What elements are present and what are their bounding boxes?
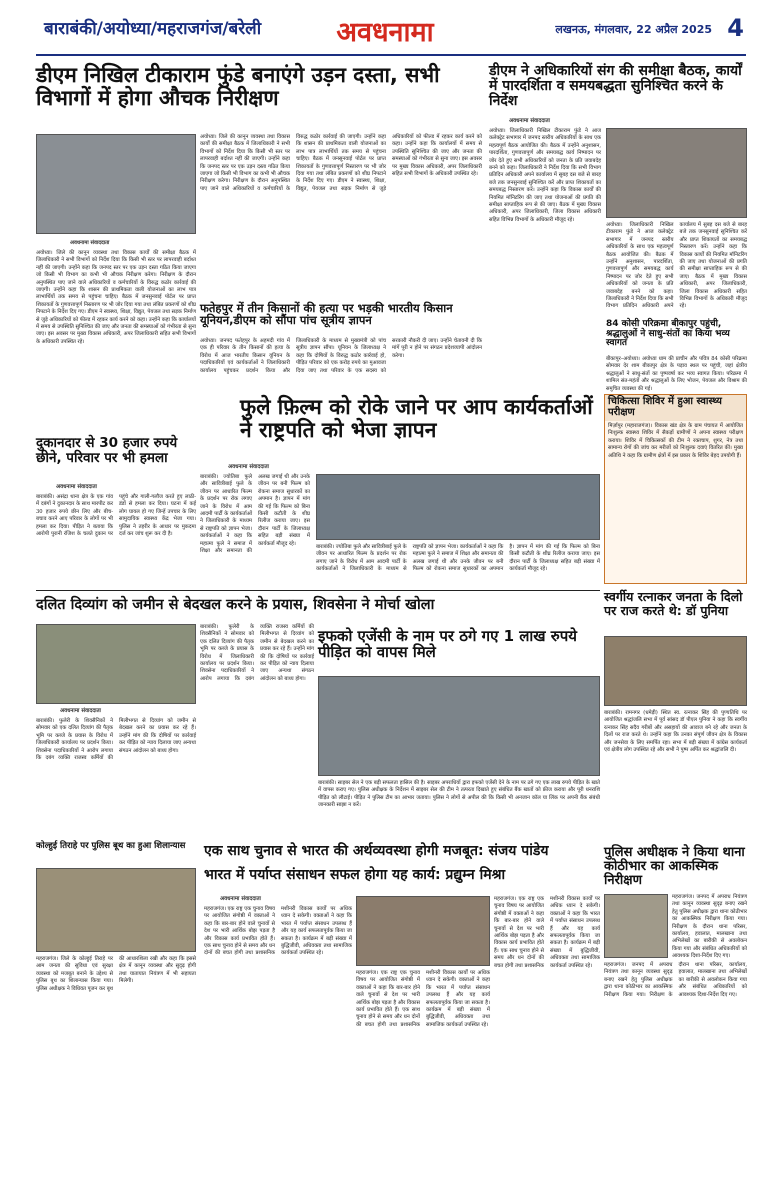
story6-body-text-cont: बाराबंकी। ज्योतिबा फुले और सावित्रीबाई फुले के जीवन पर आधारित फिल्म के प्रदर्शन पर रोक लगाए जाने के विरोध में आम आदमी पार्टी के कार्यकर्ताओं ने जिलाधिकारी के माध्यम से राष्ट्रपति को ज्ञापन भेजा। कार्यकर्ताओं ने कहा कि महात्मा फुले ने समाज में शिक्षा और समानता की अलख जगाई थी और उनके जीवन पर बनी फिल्म को रोकना समाज सुधारकों का अपमान है। ज्ञापन में मांग की गई कि फिल्म को बिना किसी कटौती के शीघ्र रिलीज कराया जाए। इस दौरान पार्टी के जिलाध्यक्ष सहित बड़ी संख्या में कार्यकर्ता मौजूद रहे। bbox=[316, 544, 600, 573]
story10-photo bbox=[318, 676, 600, 776]
story5-byline: अवधनामा संवाददाता bbox=[56, 484, 97, 490]
story14-body-side bbox=[672, 894, 747, 958]
story9-headline: दलित दिव्यांग को जमीन से बेदखल करने के प्रयास, शिवसेना ने मोर्चा खोला bbox=[36, 597, 435, 613]
story13-body-text: महराजगंज। एक राष्ट्र एक चुनाव विषय पर आयोजित संगोष्ठी में वक्ताओं ने कहा कि बार-बार होने वाले चुनावों से देश पर भारी आर्थिक बोझ पड़ता है और विकास कार्य प्रभावित होते हैं। एक साथ चुनाव होने से समय और धन दोनों की बचत होगी तथा प्रशासनिक मशीनरी विकास कार्यों पर अधिक ध्यान दे सकेगी। वक्ताओं ने कहा कि भारत में पर्याप्त संसाधन उपलब्ध हैं और यह कार्य सफलतापूर्वक किया जा सकता है। कार्यक्रम में बड़ी संख्या में बुद्धिजीवी, अधिवक्ता तथा सामाजिक कार्यकर्ता उपस्थित रहे। bbox=[204, 906, 352, 957]
story3-body-left bbox=[489, 128, 601, 318]
story2-body bbox=[200, 338, 482, 382]
story12-headline: एक साथ चुनाव से भारत की अर्थव्यवस्था होगी मजबूत: संजय पांडेय bbox=[204, 843, 549, 859]
masthead-logo-text: अवधनामा bbox=[336, 17, 434, 48]
story10-headline: इफको एजेंसी के नाम पर ठगे गए 1 लाख रुपये पीड़ित को वापस मिले bbox=[318, 627, 577, 662]
story3-body-text-cont: अयोध्या। जिलाधिकारी निखिल टीकाराम फुंडे ने आज कलेक्ट्रेट सभागार में जनपद स्तरीय अधिकारियों के साथ एक महत्वपूर्ण बैठक आयोजित की। बैठक में उन्होंने अनुशासन, पारदर्शिता, गुणवत्तापूर्ण और समयबद्ध कार्य निष्पादन पर जोर देते हुए सभी अधिकारियों को जनता के प्रति जवाबदेह बनने को कहा। जिलाधिकारी ने निर्देश दिया कि सभी विभाग प्रतिदिन अधिकारी अपने कार्यालय में सुबह दस बजे से बारह बजे तक जनसुनवाई सुनिश्चित करें और प्राप्त शिकायतों का समयबद्ध निस्तारण करें। उन्होंने कहा कि विकास कार्यों की नियमित मॉनिटरिंग की जाए तथा योजनाओं की प्रगति की समीक्षा साप्ताहिक रूप से की जाए। बैठक में मुख्य विकास अधिकारी, अपर जिलाधिकारी, जिला विकास अधिकारी सहित विभिन्न विभागों के अधिकारी मौजूद रहे। bbox=[606, 222, 747, 310]
story3-headline: डीएम ने अधिकारियों संग की समीक्षा बैठक, कार्यों में पारदर्शिता व समयबद्धता सुनिश्चित करने के निर्देश bbox=[489, 63, 742, 110]
masthead-logo bbox=[310, 8, 460, 52]
story1-headline: डीएम निखिल टीकाराम फुंडे बनाएंगे उड़न दस्ता, सभी विभागों में होगा औचक निरीक्षण bbox=[36, 63, 440, 110]
story3-byline: अवधनामा संवाददाता bbox=[509, 118, 550, 124]
story14-body bbox=[604, 962, 747, 1166]
story1-body-left bbox=[36, 250, 196, 430]
story3-body-text: अयोध्या। जिलाधिकारी निखिल टीकाराम फुंडे ने आज कलेक्ट्रेट सभागार में जनपद स्तरीय अधिकारियों के साथ एक महत्वपूर्ण बैठक आयोजित की। बैठक में उन्होंने अनुशासन, पारदर्शिता, गुणवत्तापूर्ण और समयबद्ध कार्य निष्पादन पर जोर देते हुए सभी अधिकारियों को जनता के प्रति जवाबदेह बनने को कहा। जिलाधिकारी ने निर्देश दिया कि सभी विभाग प्रतिदिन अधिकारी अपने कार्यालय में सुबह दस बजे से बारह बजे तक जनसुनवाई सुनिश्चित करें और प्राप्त शिकायतों का समयबद्ध निस्तारण करें। उन्होंने कहा कि विकास कार्यों की नियमित मॉनिटरिंग की जाए तथा योजनाओं की प्रगति की समीक्षा साप्ताहिक रूप से की जाए। बैठक में मुख्य विकास अधिकारी, अपर जिलाधिकारी, जिला विकास अधिकारी सहित विभिन्न विभागों के अधिकारी मौजूद रहे। bbox=[489, 128, 601, 223]
story3-photo bbox=[606, 128, 747, 218]
story8-body-text: बाराबंकी। रामनगर (धमेड़ी) स्थित स्व. रत्नाकर सिंह की पुण्यतिथि पर आयोजित श्रद्धांजलि सभा में पूर्व सांसद डॉ पीएल पुनिया ने कहा कि स्वर्गीय रत्नाकर सिंह सदैव गरीबों और असहायों की आवाज बने रहे और जनता के दिलों पर राज करते थे। उन्होंने कहा कि उनका संपूर्ण जीवन क्षेत्र के विकास और जनसेवा के लिए समर्पित रहा। सभा में बड़ी संख्या में कांग्रेस कार्यकर्ता एवं क्षेत्रीय लोग उपस्थित रहे और सभी ने पुष्प अर्पित कर श्रद्धांजलि दी। bbox=[604, 710, 747, 754]
story13-body-mid bbox=[356, 970, 490, 1166]
story11-body-text: महराजगंज। जिले के कोल्हुई तिराहे पर आम जनता की सुविधा एवं सुरक्षा व्यवस्था को मजबूत बनाने के उद्देश्य से पुलिस बूथ का शिलान्यास किया गया। पुलिस अधीक्षक ने विधिवत पूजन कर बूथ की आधारशिला रखी और कहा कि इससे क्षेत्र में कानून व्यवस्था और सुदृढ़ होगी तथा यातायात नियंत्रण में भी सहायता मिलेगी। bbox=[36, 956, 196, 992]
story4-headline: 84 कोसी परिक्रमा बीकापुर पहुंची, श्रद्धालुओं ने साधु-संतों का किया भव्य स्वागत bbox=[606, 319, 730, 349]
story9-body-cont bbox=[200, 624, 314, 836]
story9-photo bbox=[36, 624, 196, 704]
story7-body bbox=[608, 423, 743, 581]
story13-body-left bbox=[204, 906, 352, 1166]
story1-body-text: अयोध्या। जिले की कानून व्यवस्था तथा विकास कार्यों की समीक्षा बैठक में जिलाधिकारी ने सभी विभागों को निर्देश दिया कि किसी भी स्तर पर लापरवाही बर्दाश्त नहीं की जाएगी। उन्होंने कहा कि जनपद स्तर पर एक उड़न दस्ता गठित किया जाएगा जो किसी भी विभाग का कभी भी औचक निरीक्षण करेगा। निरीक्षण के दौरान अनुपस्थित पाए जाने वाले अधिकारियों व कर्मचारियों के विरुद्ध कठोर कार्रवाई की जाएगी। उन्होंने कहा कि शासन की प्राथमिकता वाली योजनाओं का लाभ पात्र लाभार्थियों तक समय से पहुंचना चाहिए। बैठक में जनसुनवाई पोर्टल पर प्राप्त शिकायतों के गुणवत्तापूर्ण निस्तारण पर भी जोर दिया गया तथा लंबित प्रकरणों को शीघ्र निपटाने के निर्देश दिए गए। डीएम ने स्वास्थ्य, शिक्षा, विद्युत, पेयजल तथा सड़क निर्माण से जुड़े अधिकारियों को फील्ड में रहकर कार्य करने को कहा। उन्होंने कहा कि कार्यालयों में समय से उपस्थिति सुनिश्चित की जाए और जनता की समस्याओं को गंभीरता से सुना जाए। इस अवसर पर मुख्य विकास अधिकारी, अपर जिलाधिकारी सहित सभी विभागों के अधिकारी उपस्थित रहे। bbox=[36, 250, 197, 345]
story11-photo bbox=[36, 868, 196, 952]
story8-headline: स्वर्गीय रत्नाकर जनता के दिलो पर राज करते थे: डॉ पुनिया bbox=[604, 589, 743, 618]
story13-body-text-cont2: महराजगंज। एक राष्ट्र एक चुनाव विषय पर आयोजित संगोष्ठी में वक्ताओं ने कहा कि बार-बार होने वाले चुनावों से देश पर भारी आर्थिक बोझ पड़ता है और विकास कार्य प्रभावित होते हैं। एक साथ चुनाव होने से समय और धन दोनों की बचत होगी तथा प्रशासनिक मशीनरी विकास कार्यों पर अधिक ध्यान दे सकेगी। वक्ताओं ने कहा कि भारत में पर्याप्त संसाधन उपलब्ध हैं और यह कार्य सफलतापूर्वक किया जा सकता है। कार्यक्रम में बड़ी संख्या में बुद्धिजीवी, अधिवक्ता तथा सामाजिक कार्यकर्ता उपस्थित रहे। bbox=[494, 896, 600, 969]
story2-headline: फतेहपुर में तीन किसानों की हत्या पर भड़की भारतीय किसान यूनियन,डीएम को सौंपा पांच सूत्रीय ज्ञापन bbox=[200, 301, 453, 328]
masthead-rule bbox=[36, 54, 746, 56]
page-number: 4 bbox=[727, 14, 744, 42]
story13-body-text-cont: महराजगंज। एक राष्ट्र एक चुनाव विषय पर आयोजित संगोष्ठी में वक्ताओं ने कहा कि बार-बार होने वाले चुनावों से देश पर भारी आर्थिक बोझ पड़ता है और विकास कार्य प्रभावित होते हैं। एक साथ चुनाव होने से समय और धन दोनों की बचत होगी तथा प्रशासनिक मशीनरी विकास कार्यों पर अधिक ध्यान दे सकेगी। वक्ताओं ने कहा कि भारत में पर्याप्त संसाधन उपलब्ध हैं और यह कार्य सफलतापूर्वक किया जा सकता है। कार्यक्रम में बड़ी संख्या में बुद्धिजीवी, अधिवक्ता तथा सामाजिक कार्यकर्ता उपस्थित रहे। bbox=[356, 970, 490, 1028]
story3-body-right bbox=[606, 222, 747, 318]
story2-body-text: अयोध्या। जनपद फतेहपुर के अहमदी गांव में एक ही परिवार के तीन किसानों की हत्या के विरोध में आज भारतीय किसान यूनियन के पदाधिकारियों एवं कार्यकर्ताओं ने जिलाधिकारी कार्यालय पहुंचकर प्रदर्शन किया और जिलाधिकारी के माध्यम से मुख्यमंत्री को पांच सूत्रीय ज्ञापन सौंपा। यूनियन के जिलाध्यक्ष ने कहा कि दोषियों के विरुद्ध कठोर कार्रवाई हो, पीड़ित परिवार को एक करोड़ रुपये का मुआवजा दिया जाए तथा परिवार के एक सदस्य को सरकारी नौकरी दी जाए। उन्होंने चेतावनी दी कि मांगें पूरी न होने पर संगठन प्रदेशव्यापी आंदोलन करेगा। bbox=[200, 338, 482, 374]
story6-body-left bbox=[200, 474, 310, 584]
story6-headline: फुले फ़िल्म को रोके जाने पर आप कार्यकर्ताओं ने राष्ट्रपति को भेजा ज्ञापन bbox=[240, 395, 593, 442]
story10-body-text: बाराबंकी। साइबर सेल ने एक बड़ी सफलता हासिल की है। साइबर अपराधियों द्वारा इफको एजेंसी देने के नाम पर ठगे गए एक लाख रुपये पीड़ित के खाते में वापस कराए गए। पुलिस अधीक्षक के निर्देशन में साइबर सेल की टीम ने तत्परता दिखाते हुए संबंधित बैंक खातों को फ्रीज कराया और पूरी धनराशि पीड़ित को लौटाई। पीड़ित ने पुलिस टीम का आभार जताया। पुलिस ने लोगों से अपील की कि किसी भी अनजान कॉल या लिंक पर अपनी बैंक संबंधी जानकारी साझा न करें। bbox=[318, 780, 600, 809]
story6-byline: अवधनामा संवाददाता bbox=[228, 464, 269, 470]
masthead bbox=[0, 0, 770, 58]
story7-body-text: मिर्ज़ापुर (महाराजगंज)। विकास खंड क्षेत्र के ग्राम पंचायत में आयोजित निःशुल्क स्वास्थ्य शिविर में सैकड़ों ग्रामीणों ने अपना स्वास्थ्य परीक्षण कराया। शिविर में चिकित्सकों की टीम ने रक्तचाप, शुगर, नेत्र तथा सामान्य रोगों की जांच कर मरीजों को निःशुल्क दवाएं वितरित कीं। मुख्य अतिथि ने कहा कि ग्रामीण क्षेत्रों में इस प्रकार के शिविर बेहद उपयोगी हैं। bbox=[608, 423, 743, 459]
story4-body bbox=[606, 356, 747, 392]
story5-body bbox=[36, 494, 196, 584]
story8-photo bbox=[604, 636, 747, 706]
story14-photo bbox=[604, 894, 668, 958]
story9-body-text-cont: बाराबंकी। फुलेरी के शिवसैनिकों ने सोमवार को एक दलित दिव्यांग की पैतृक भूमि पर कब्जे के प्रयास के विरोध में जिलाधिकारी कार्यालय पर प्रदर्शन किया। शिवसेना पदाधिकारियों ने आरोप लगाया कि दबंग व्यक्ति राजस्व कर्मियों की मिलीभगत से दिव्यांग को जमीन से बेदखल करने का प्रयास कर रहे हैं। उन्होंने मांग की कि दोषियों पर कार्रवाई कर पीड़ित को न्याय दिलाया जाए अन्यथा संगठन आंदोलन को बाध्य होगा। bbox=[200, 624, 314, 682]
story1-body-text-cont: अयोध्या। जिले की कानून व्यवस्था तथा विकास कार्यों की समीक्षा बैठक में जिलाधिकारी ने सभी विभागों को निर्देश दिया कि किसी भी स्तर पर लापरवाही बर्दाश्त नहीं की जाएगी। उन्होंने कहा कि जनपद स्तर पर एक उड़न दस्ता गठित किया जाएगा जो किसी भी विभाग का कभी भी औचक निरीक्षण करेगा। निरीक्षण के दौरान अनुपस्थित पाए जाने वाले अधिकारियों व कर्मचारियों के विरुद्ध कठोर कार्रवाई की जाएगी। उन्होंने कहा कि शासन की प्राथमिकता वाली योजनाओं का लाभ पात्र लाभार्थियों तक समय से पहुंचना चाहिए। बैठक में जनसुनवाई पोर्टल पर प्राप्त शिकायतों के गुणवत्तापूर्ण निस्तारण पर भी जोर दिया गया तथा लंबित प्रकरणों को शीघ्र निपटाने के निर्देश दिए गए। डीएम ने स्वास्थ्य, शिक्षा, विद्युत, पेयजल तथा सड़क निर्माण से जुड़े अधिकारियों को फील्ड में रहकर कार्य करने को कहा। उन्होंने कहा कि कार्यालयों में समय से उपस्थिति सुनिश्चित की जाए और जनता की समस्याओं को गंभीरता से सुना जाए। इस अवसर पर मुख्य विकास अधिकारी, अपर जिलाधिकारी सहित सभी विभागों के अधिकारी उपस्थित रहे। bbox=[200, 134, 482, 192]
story6-photo bbox=[316, 474, 600, 540]
story9-body bbox=[36, 718, 196, 836]
story11-headline: कोल्हुई तिराहे पर पुलिस बूथ का हुआ शिलान्यास bbox=[36, 841, 186, 851]
story14-body-text: महराजगंज। जनपद में अपराध नियंत्रण तथा कानून व्यवस्था सुदृढ़ बनाए रखने हेतु पुलिस अधीक्षक द्वारा थाना कोठीभार का आकस्मिक निरीक्षण किया गया। निरीक्षण के दौरान थाना परिसर, कार्यालय, हवालात, मालखाना तथा अभिलेखों का बारीकी से अवलोकन किया गया और संबंधित अधिकारियों को आवश्यक दिशा-निर्देश दिए गए। bbox=[672, 894, 747, 960]
story11-body bbox=[36, 956, 196, 1166]
story13-byline: अवधनामा संवाददाता bbox=[220, 896, 261, 902]
story8-body bbox=[604, 710, 747, 840]
story14-body-text-cont: महराजगंज। जनपद में अपराध नियंत्रण तथा कानून व्यवस्था सुदृढ़ बनाए रखने हेतु पुलिस अधीक्षक द्वारा थाना कोठीभार का आकस्मिक निरीक्षण किया गया। निरीक्षण के दौरान थाना परिसर, कार्यालय, हवालात, मालखाना तथा अभिलेखों का बारीकी से अवलोकन किया गया और संबंधित अधिकारियों को आवश्यक दिशा-निर्देश दिए गए। bbox=[604, 962, 747, 998]
story9-body-text: बाराबंकी। फुलेरी के शिवसैनिकों ने सोमवार को एक दलित दिव्यांग की पैतृक भूमि पर कब्जे के प्रयास के विरोध में जिलाधिकारी कार्यालय पर प्रदर्शन किया। शिवसेना पदाधिकारियों ने आरोप लगाया कि दबंग व्यक्ति राजस्व कर्मियों की मिलीभगत से दिव्यांग को जमीन से बेदखल करने का प्रयास कर रहे हैं। उन्होंने मांग की कि दोषियों पर कार्रवाई कर पीड़ित को न्याय दिलाया जाए अन्यथा संगठन आंदोलन को बाध्य होगा। bbox=[36, 718, 196, 762]
story9-byline: अवधनामा संवाददाता bbox=[60, 708, 101, 714]
story13-headline: भारत में पर्याप्त संसाधन सफल होगा यह कार्य: प्रद्युम्न मिश्रा bbox=[204, 867, 506, 883]
edition-cities: बाराबंकी/अयोध्या/महराजगंज/बरेली bbox=[44, 19, 262, 39]
place-date: लखनऊ, मंगलवार, 22 अप्रैल 2025 bbox=[555, 23, 712, 36]
story13-body-right bbox=[494, 896, 600, 1166]
story5-headline: दुकानदार से 30 हजार रुपये छीने, परिवार पर भी हमला bbox=[36, 435, 178, 466]
story5-body-text: बाराबंकी। असंद्रा थाना क्षेत्र के एक गांव में दबंगों ने दुकानदार के साथ मारपीट कर 30 हजार रुपये छीन लिए और बीच-बचाव करने आए परिवार के लोगों पर भी हमला कर दिया। पीड़ित ने बताया कि आरोपी पुरानी रंजिश के चलते दुकान पर पहुंचे और गाली-गलौज करते हुए लाठी-डंडों से हमला कर दिया। घटना में कई लोग घायल हो गए जिन्हें उपचार के लिए सामुदायिक स्वास्थ्य केंद्र भेजा गया। पुलिस ने तहरीर के आधार पर मुकदमा दर्ज कर जांच शुरू कर दी है। bbox=[36, 494, 196, 538]
story13-photo bbox=[356, 896, 490, 966]
story14-headline: पुलिस अधीक्षक ने किया थाना कोठीभार का आकस्मिक निरीक्षण bbox=[604, 845, 745, 889]
section-rule bbox=[36, 590, 600, 591]
story10-body bbox=[318, 780, 600, 836]
story1-body-right bbox=[200, 134, 482, 302]
story1-caption: अवधनामा संवाददाता bbox=[70, 240, 110, 246]
story6-body-text: बाराबंकी। ज्योतिबा फुले और सावित्रीबाई फुले के जीवन पर आधारित फिल्म के प्रदर्शन पर रोक लगाए जाने के विरोध में आम आदमी पार्टी के कार्यकर्ताओं ने जिलाधिकारी के माध्यम से राष्ट्रपति को ज्ञापन भेजा। कार्यकर्ताओं ने कहा कि महात्मा फुले ने समाज में शिक्षा और समानता की अलख जगाई थी और उनके जीवन पर बनी फिल्म को रोकना समाज सुधारकों का अपमान है। ज्ञापन में मांग की गई कि फिल्म को बिना किसी कटौती के शीघ्र रिलीज कराया जाए। इस दौरान पार्टी के जिलाध्यक्ष सहित बड़ी संख्या में कार्यकर्ता मौजूद रहे। bbox=[200, 474, 310, 555]
story4-body-text: बीकापुर–अयोध्या। अयोध्या धाम की प्राचीन और पवित्र 84 कोसी परिक्रमा सोमवार देर शाम बीकापुर क्षेत्र के पड़ाव स्थल पर पहुंची, जहां क्षेत्रीय श्रद्धालुओं ने साधु-संतों का पुष्पवर्षा कर भव्य स्वागत किया। परिक्रमा में शामिल संत-महंतों और श्रद्धालुओं के लिए भोजन, पेयजल और विश्राम की समुचित व्यवस्था की गई। bbox=[606, 356, 747, 392]
story1-photo bbox=[36, 134, 196, 234]
story7-headline: चिकित्सा शिविर में हुआ स्वास्थ्य परीक्षण bbox=[605, 395, 746, 421]
story6-body-right bbox=[316, 544, 600, 584]
story7-box bbox=[604, 394, 747, 584]
